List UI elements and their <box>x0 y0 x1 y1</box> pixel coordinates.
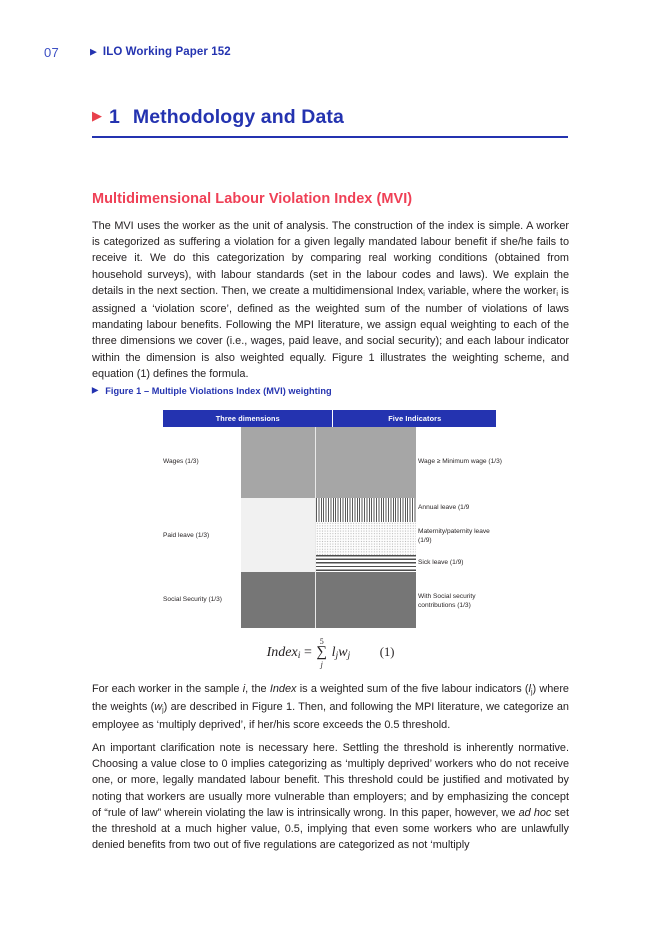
figure-caption <box>92 386 332 396</box>
equation-lhs: Index <box>266 645 298 660</box>
sigma-glyph: ∑ <box>316 644 328 660</box>
paragraph-text: ) where the weights ( <box>92 683 569 714</box>
indicator-block-column <box>316 427 416 628</box>
chapter-number: 1 <box>109 106 120 128</box>
indicator-label-minimum-wage: Wage ≥ Minimum wage (1/3) <box>418 458 502 465</box>
paragraph-text: , the <box>245 683 270 695</box>
chapter-title <box>92 106 568 129</box>
indicator-label-sick-leave: Sick leave (1/9) <box>418 559 464 566</box>
dimension-block-column <box>241 427 315 628</box>
chapter-divider <box>92 136 568 138</box>
dimension-label-social-security: Social Security (1/3) <box>163 596 222 603</box>
paragraph-text: ) are described in Figure 1. Then, and following the MPI literature, we categorize an employee as ‘multiply deprived’, if her/his score exceeds the 0.5 threshold. <box>92 701 569 732</box>
triangle-marker-icon: ▶ <box>90 46 97 56</box>
figure-header-three-dimensions: Three dimensions <box>163 410 332 427</box>
paragraph-weighted-sum <box>92 681 569 734</box>
equation-summation-icon <box>316 637 328 669</box>
chapter-name: Methodology and Data <box>132 106 344 128</box>
dimension-block-social-security <box>241 572 315 628</box>
subscript-i: i <box>423 290 425 298</box>
equation-term-w-subscript: j <box>347 650 351 662</box>
equation-lhs-subscript: i <box>297 650 301 662</box>
figure-header-row <box>163 410 496 427</box>
equation-number: (1) <box>379 645 395 659</box>
paragraph-text: is a weighted sum of the five labour indicators ( <box>296 683 529 695</box>
paragraph-threshold-clarification <box>92 740 569 853</box>
equation-term-l-subscript: j <box>335 650 339 662</box>
running-header-title: ILO Working Paper 152 <box>102 46 231 58</box>
paragraph-text: The MVI uses the worker as the unit of analysis. The construction of the index is simple. A worker is categorized as suffering a violation for a given legally mandated labour benefit if she/he fails to receive it. We do this categorization by comparing real working conditions (obtained from household surveys), with labour standards (set in the labour codes and laws). We explain the details in the next section. Then, we create a multidimensional Index <box>92 220 569 297</box>
dimension-label-wages: Wages (1/3) <box>163 458 199 465</box>
dimension-block-paid-leave <box>241 498 315 572</box>
equation-equals: = <box>303 645 312 660</box>
figure-mvi-weighting <box>163 410 502 628</box>
page-number: 07 <box>44 44 60 60</box>
dimension-label-column <box>163 427 241 628</box>
indicator-label-annual-leave: Annual leave (1/9 <box>418 504 470 511</box>
paragraph-mvi-description <box>92 218 569 382</box>
indicator-block-annual-leave <box>316 498 416 522</box>
subscript-j: j <box>530 688 533 696</box>
italic-ad-hoc: ad hoc <box>518 806 552 819</box>
running-header <box>44 43 618 61</box>
dimension-block-wages <box>241 427 315 498</box>
paragraph-text: is assigned a ‘violation score’, defined as the weighted sum of the number of violations of laws mandating labour benefits. Following the MPI literature, we assign equal weighting to each of the three dimensions we cover (i.e., wages, paid leave, and social security); and each labour indicator within the dimension is also weighted equally. Figure 1 illustrates the weighting scheme, and equation (1) defines the formula. <box>92 284 569 380</box>
figure-caption-text: Figure 1 – Multiple Violations Index (MVI) weighting <box>105 386 332 396</box>
dimension-label-paid-leave: Paid leave (1/3) <box>163 532 210 539</box>
italic-w: w <box>154 701 163 714</box>
figure-body <box>163 427 502 628</box>
section-heading: Multidimensional Labour Violation Index (MVI) <box>92 191 413 207</box>
paragraph-text: An important clarification note is necessary here. Settling the threshold is inherently normative. Choosing a value close to 0 implies categorizing as ‘multiply deprived’ workers who do not receive one, or more, legally mandated labour benefit. This threshold could be justified and motivated by noting that workers are usually more vulnerable than employers; and by emphasizing the concept of “rule of law” wherein violating the law is intrinsically wrong. In this paper, however, we <box>92 742 569 819</box>
equation-upper-limit: 5 <box>319 637 324 646</box>
equation-term-l: l <box>331 645 336 660</box>
indicator-block-sick-leave <box>316 555 416 572</box>
equation-term-w: w <box>338 645 348 660</box>
triangle-marker-icon: ▶ <box>92 385 99 395</box>
paragraph-text: set the threshold at a much higher value, 0.5, implying that even some workers who are unlawfully denied benefits from two out of five regulations are categorized as not ‘multiply <box>92 806 569 852</box>
figure-header-five-indicators: Five Indicators <box>332 410 496 427</box>
italic-i: i <box>242 683 246 695</box>
paragraph-text: variable, where the worker <box>424 284 557 297</box>
indicator-block-maternity-leave <box>316 522 416 555</box>
indicator-label-column <box>418 427 502 628</box>
triangle-marker-icon: ▶ <box>92 108 102 123</box>
paragraph-text: For each worker in the sample <box>92 683 243 695</box>
indicator-label-maternity-leave: Maternity/paternity leave (1/9) <box>418 528 490 544</box>
equation-index-formula <box>92 637 569 669</box>
figure-column-divider <box>315 427 316 628</box>
indicator-block-minimum-wage <box>316 427 416 498</box>
indicator-label-social-contributions: With Social security contributions (1/3) <box>418 593 476 609</box>
italic-index: Index <box>269 683 297 695</box>
equation-lower-limit: j <box>320 660 323 669</box>
indicator-block-social-contributions <box>316 572 416 628</box>
subscript-i: i <box>556 290 558 298</box>
italic-l: l <box>528 683 531 695</box>
subscript-j: j <box>162 707 164 715</box>
